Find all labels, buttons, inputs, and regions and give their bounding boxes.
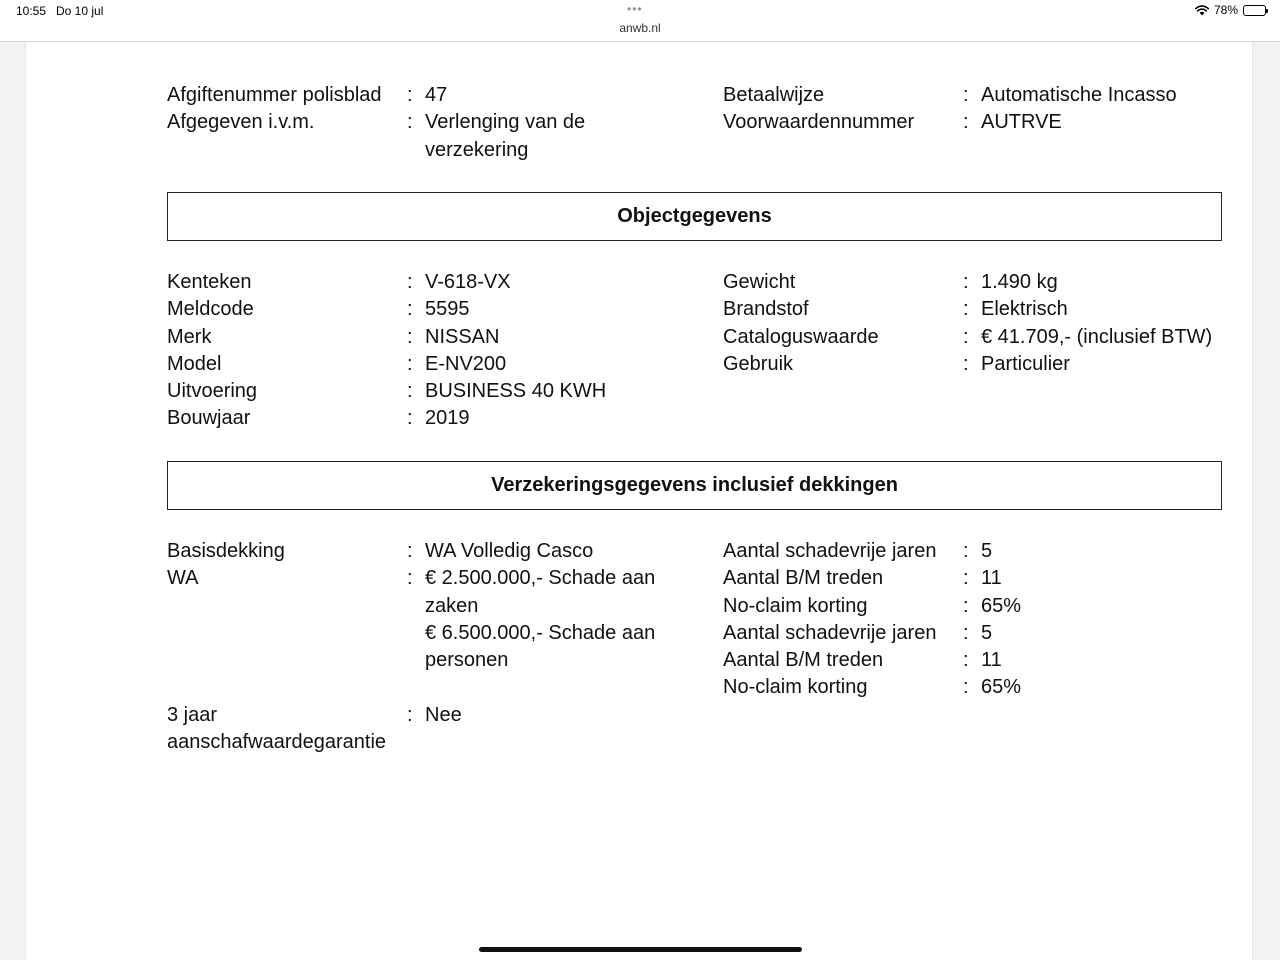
separator: : xyxy=(963,84,969,106)
separator: : xyxy=(963,540,969,562)
separator: : xyxy=(407,298,413,321)
object-row xyxy=(167,324,1222,351)
field-label: Cataloguswaarde xyxy=(723,325,879,348)
document-page xyxy=(25,42,1253,960)
field-value: 65% xyxy=(981,676,1022,699)
field-value: V-618-VX xyxy=(425,271,511,293)
separator: : xyxy=(963,621,969,644)
field-label: Basisdekking xyxy=(167,540,285,562)
field-value: WA Volledig Casco xyxy=(425,540,594,562)
field-value: 5595 xyxy=(425,298,470,321)
object-row xyxy=(167,351,1222,378)
object-details xyxy=(167,269,1222,433)
separator: : xyxy=(407,111,413,134)
separator: : xyxy=(963,676,969,699)
insurance-row xyxy=(167,565,723,674)
home-indicator[interactable] xyxy=(479,947,802,952)
separator: : xyxy=(963,352,969,375)
field-label: Aantal schadevrije jaren xyxy=(723,621,937,644)
field-label: Betaalwijze xyxy=(723,84,825,106)
field-label: WA xyxy=(167,567,199,590)
battery-icon xyxy=(1243,5,1266,16)
separator: : xyxy=(963,649,969,672)
status-bar xyxy=(0,0,1280,42)
battery-percentage: 78% xyxy=(1213,3,1238,17)
field-value: Elektrisch xyxy=(981,298,1068,321)
field-label: No-claim korting xyxy=(723,676,868,699)
insurance-row xyxy=(723,565,1222,592)
field-label: Voorwaardennummer xyxy=(723,111,915,134)
insurance-row xyxy=(723,538,1222,565)
field-label: Afgegeven i.v.m. xyxy=(167,111,315,134)
object-row xyxy=(167,405,1222,432)
insurance-row xyxy=(723,593,1222,620)
section-header-object xyxy=(167,192,1222,241)
field-value: Particulier xyxy=(981,352,1070,375)
field-label: Gewicht xyxy=(723,271,796,293)
field-label: Uitvoering xyxy=(167,380,258,403)
section-title: Objectgegevens xyxy=(617,204,772,227)
separator: : xyxy=(407,352,413,375)
field-label: Brandstof xyxy=(723,298,809,321)
field-label: Kenteken xyxy=(167,271,252,293)
policy-row xyxy=(167,82,1222,109)
field-label: Afgiftenummer polisblad xyxy=(167,84,382,106)
field-value: 1.490 kg xyxy=(981,271,1058,293)
url-text: anwb.nl xyxy=(619,21,661,35)
separator: : xyxy=(407,271,413,293)
field-value: E-NV200 xyxy=(425,352,507,375)
wifi-icon xyxy=(1195,4,1209,16)
section-header-insurance xyxy=(167,461,1222,510)
field-value: 65% xyxy=(981,594,1022,617)
field-value: NISSAN xyxy=(425,325,500,348)
multitasking-dots-icon[interactable]: ••• xyxy=(627,2,643,16)
separator: : xyxy=(407,325,413,348)
field-label: Merk xyxy=(167,325,212,348)
insurance-right xyxy=(723,538,1222,756)
field-value: € 2.500.000,- Schade aan zaken xyxy=(425,567,656,617)
insurance-row xyxy=(723,647,1222,674)
field-value: Nee xyxy=(425,703,462,726)
insurance-row xyxy=(167,702,723,757)
separator: : xyxy=(407,84,413,106)
field-label: Model xyxy=(167,352,222,375)
separator: : xyxy=(963,325,969,348)
address-bar[interactable] xyxy=(0,21,1280,35)
separator: : xyxy=(407,407,413,430)
object-row xyxy=(167,269,1222,296)
field-value: 5 xyxy=(981,540,993,562)
separator: : xyxy=(963,271,969,293)
field-value: 47 xyxy=(425,84,448,106)
status-date: Do 10 jul xyxy=(56,4,104,18)
field-label: Aantal B/M treden xyxy=(723,567,884,590)
field-label: No-claim korting xyxy=(723,594,868,617)
policy-row xyxy=(167,109,1222,164)
object-row xyxy=(167,378,1222,405)
field-value: BUSINESS 40 KWH xyxy=(425,380,607,403)
policy-info xyxy=(167,82,1222,164)
separator: : xyxy=(407,540,413,562)
separator: : xyxy=(407,703,413,726)
insurance-row xyxy=(723,620,1222,647)
field-value: 11 xyxy=(981,649,1002,672)
insurance-details xyxy=(167,538,1222,756)
separator: : xyxy=(407,380,413,403)
section-title: Verzekeringsgegevens inclusief dekkingen xyxy=(491,473,898,496)
separator: : xyxy=(407,567,413,590)
separator: : xyxy=(963,111,969,134)
field-value: € 41.709,- (inclusief BTW) xyxy=(981,325,1213,348)
object-row xyxy=(167,296,1222,323)
insurance-left xyxy=(167,538,723,756)
field-label: Aantal B/M treden xyxy=(723,649,884,672)
field-value: Automatische Incasso xyxy=(981,84,1177,106)
status-indicators xyxy=(1195,3,1266,17)
insurance-row xyxy=(167,538,723,565)
field-value: AUTRVE xyxy=(981,111,1062,134)
field-value: 5 xyxy=(981,621,993,644)
field-label: Aantal schadevrije jaren xyxy=(723,540,937,562)
separator: : xyxy=(963,298,969,321)
field-label: Bouwjaar xyxy=(167,407,251,430)
status-time: 10:55 xyxy=(16,4,47,18)
field-label: Gebruik xyxy=(723,352,794,375)
insurance-row xyxy=(723,674,1222,701)
separator: : xyxy=(963,594,969,617)
field-value: 2019 xyxy=(425,407,470,430)
field-label: Meldcode xyxy=(167,298,254,321)
insurance-columns xyxy=(167,538,1222,756)
field-label: 3 jaar aanschafwaardegarantie xyxy=(167,703,387,754)
field-value: Verlenging van de verzekering xyxy=(425,111,586,161)
wa-coverage xyxy=(425,565,675,674)
separator: : xyxy=(963,567,969,590)
field-value: 11 xyxy=(981,567,1002,590)
field-value: € 6.500.000,- Schade aan personen xyxy=(425,621,656,672)
